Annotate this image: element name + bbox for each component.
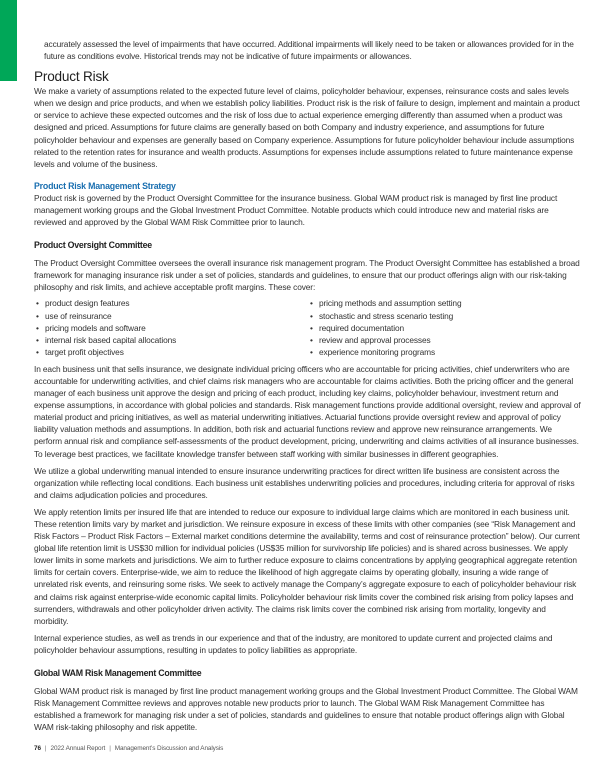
wam-paragraph: Global WAM product risk is managed by first line product management working groups and the Global Investment Product Committee. The Global WAM Risk Management Committee reviews and approves notable new products prior to launch. The Global WAM Risk Management Committee has established a framework for managing risk under a set of policies, standards and guidelines to ensure that notable product offerings align with Global WAM risk-taking philosophy and risk appetite. bbox=[34, 686, 578, 733]
underwriting-manual-paragraph: We utilize a global underwriting manual intended to ensure insurance underwriting practices for direct written life business are consistent across the organization while reflecting local conditions. Each business unit establishes underwriting policies and procedures, including criteria for approval of risks and claims adjudication policies and procedures. bbox=[34, 465, 575, 500]
list-item: • product design features bbox=[34, 297, 308, 309]
list-item: • use of reinsurance bbox=[34, 310, 308, 322]
list-item: • pricing models and software bbox=[34, 322, 308, 334]
green-accent-bar bbox=[0, 0, 17, 81]
pricing-officers-paragraph: In each business unit that sells insurance, we designate individual pricing officers who are accountable for pricing activities, chief underwriters who are accountable for underwriting activities, and chief claims risk managers who are accountable for claims activities. Both the pricing officer and the general manager of each business unit approve the design and pricing of each product, including key claims, policyholder behaviour, investment return and expense assumptions, in accordance with global policies and standards. Risk management functions provide additional oversight, review and approval of material product and pricing initiatives, as well as material underwriting initiatives. Actuarial functions provide oversight review and approval of policy liability valuation methods and assumptions. In addition, both risk and actuarial functions review and approve new reinsurance arrangements. We perform annual risk and compliance self-assessments of the product development, pricing, underwriting and claims activities of all insurance businesses. To leverage best practices, we facilitate knowledge transfer between staff working with similar businesses in different geographies. bbox=[34, 363, 581, 459]
oversight-paragraph: The Product Oversight Committee oversees the overall insurance risk management program. The Product Oversight Committee has established a broad framework for managing insurance risk under a set of policies, standards and guidelines, to ensure that our product offerings align with our risk-taking philosophy and risk limits, and achieve acceptable profit margins. These cover: bbox=[34, 258, 580, 293]
list-item: • experience monitoring programs bbox=[308, 346, 582, 358]
retention-limits-paragraph: We apply retention limits per insured life that are intended to reduce our exposure to individual large claims which are monitored in each business unit. These retention limits vary by market and jurisdiction. We reinsure exposure in excess of these limits with other companies (see “Risk Management and Risk Factors – Product Risk Factors – External market conditions determine the availability, terms and cost of reinsurance protection” below). Our current global life retention limit is US$30 million for individual policies (US$35 million for survivorship life policies) and is shared across businesses. We apply lower limits in some markets and jurisdictions. We aim to further reduce exposure to claims concentrations by applying geographical aggregate retention limits for certain covers. Enterprise-wide, we aim to reduce the likelihood of high aggregate claims by operating globally, insuring a wide range of unrelated risk events, and reinsuring some risks. We seek to actively manage the Company’s aggregate exposure to each of policyholder behaviour risk and claims risk against enterprise-wide economic capital limits. Policyholder behaviour risk limits cover the combined risk arising from policy lapses and surrenders, withdrawals and other policyholder driven activity. The claims risk limits cover the combined risk arising from mortality, longevity and morbidity. bbox=[34, 506, 580, 626]
footer-separator: | bbox=[109, 745, 111, 752]
list-item: • review and approval processes bbox=[308, 334, 582, 346]
footer-separator: | bbox=[44, 745, 47, 752]
experience-studies-paragraph: Internal experience studies, as well as trends in our experience and that of the industry, are monitored to update current and projected claims and policyholder behaviour assumptions, resulting in updates to policy liabilities as appropriate. bbox=[34, 632, 553, 655]
strategy-paragraph: Product risk is governed by the Product Oversight Committee for the insurance business. Global WAM product risk is managed by first line product management working groups and the Global Investment Product Committee. Notable products which could introduce new and material risks are reviewed and approved by the Global WAM Risk Committee prior to launch. bbox=[34, 192, 558, 228]
list-item: • stochastic and stress scenario testing bbox=[308, 310, 582, 322]
footer-report-title: 2022 Annual Report bbox=[50, 745, 106, 752]
list-item: • internal risk based capital allocations bbox=[34, 334, 308, 346]
product-risk-paragraph: We make a variety of assumptions related to the expected future level of claims, policyholder behaviour, expenses, reinsurance costs and sales levels when we design and price products, and when we establish policy liabilities. Product risk is the risk of failure to design, implement and maintain a product or service to achieve these expected outcomes and the risk of loss due to actual experience emerging differently than assumed when a product was designed and priced. Assumptions for future claims are generally based on both Company and industry experience, and assumptions for future policyholder behaviour and expenses are generally based on Company experience. Assumptions for future policyholder behaviour include assumptions related to the retention rates for insurance and wealth products. Assumptions for expenses include assumptions related to future maintenance expense levels and volume of the business. bbox=[34, 86, 580, 169]
intro-paragraph: accurately assessed the level of impairments that have occurred. Additional impairments will likely need to be taken or allowances provided for in the future as conditions evolve. Historical trends may not be indicative of future impairments or allowances. bbox=[44, 39, 574, 62]
heading-product-oversight-committee: Product Oversight Committee bbox=[34, 240, 152, 251]
heading-global-wam-committee: Global WAM Risk Management Committee bbox=[34, 668, 202, 679]
list-item: • required documentation bbox=[308, 322, 582, 334]
list-item: • pricing methods and assumption setting bbox=[308, 297, 582, 309]
coverage-bullet-list bbox=[34, 297, 582, 357]
bullet-column-left bbox=[34, 297, 308, 357]
page-number: 76 bbox=[34, 745, 41, 752]
list-item: • target profit objectives bbox=[34, 346, 308, 358]
footer-section-title: Management’s Discussion and Analysis bbox=[114, 745, 224, 752]
bullet-column-right bbox=[308, 297, 582, 357]
subheading-management-strategy: Product Risk Management Strategy bbox=[34, 180, 176, 191]
section-title-product-risk: Product Risk bbox=[34, 69, 109, 85]
page-content bbox=[34, 0, 582, 733]
page-footer bbox=[34, 745, 223, 752]
